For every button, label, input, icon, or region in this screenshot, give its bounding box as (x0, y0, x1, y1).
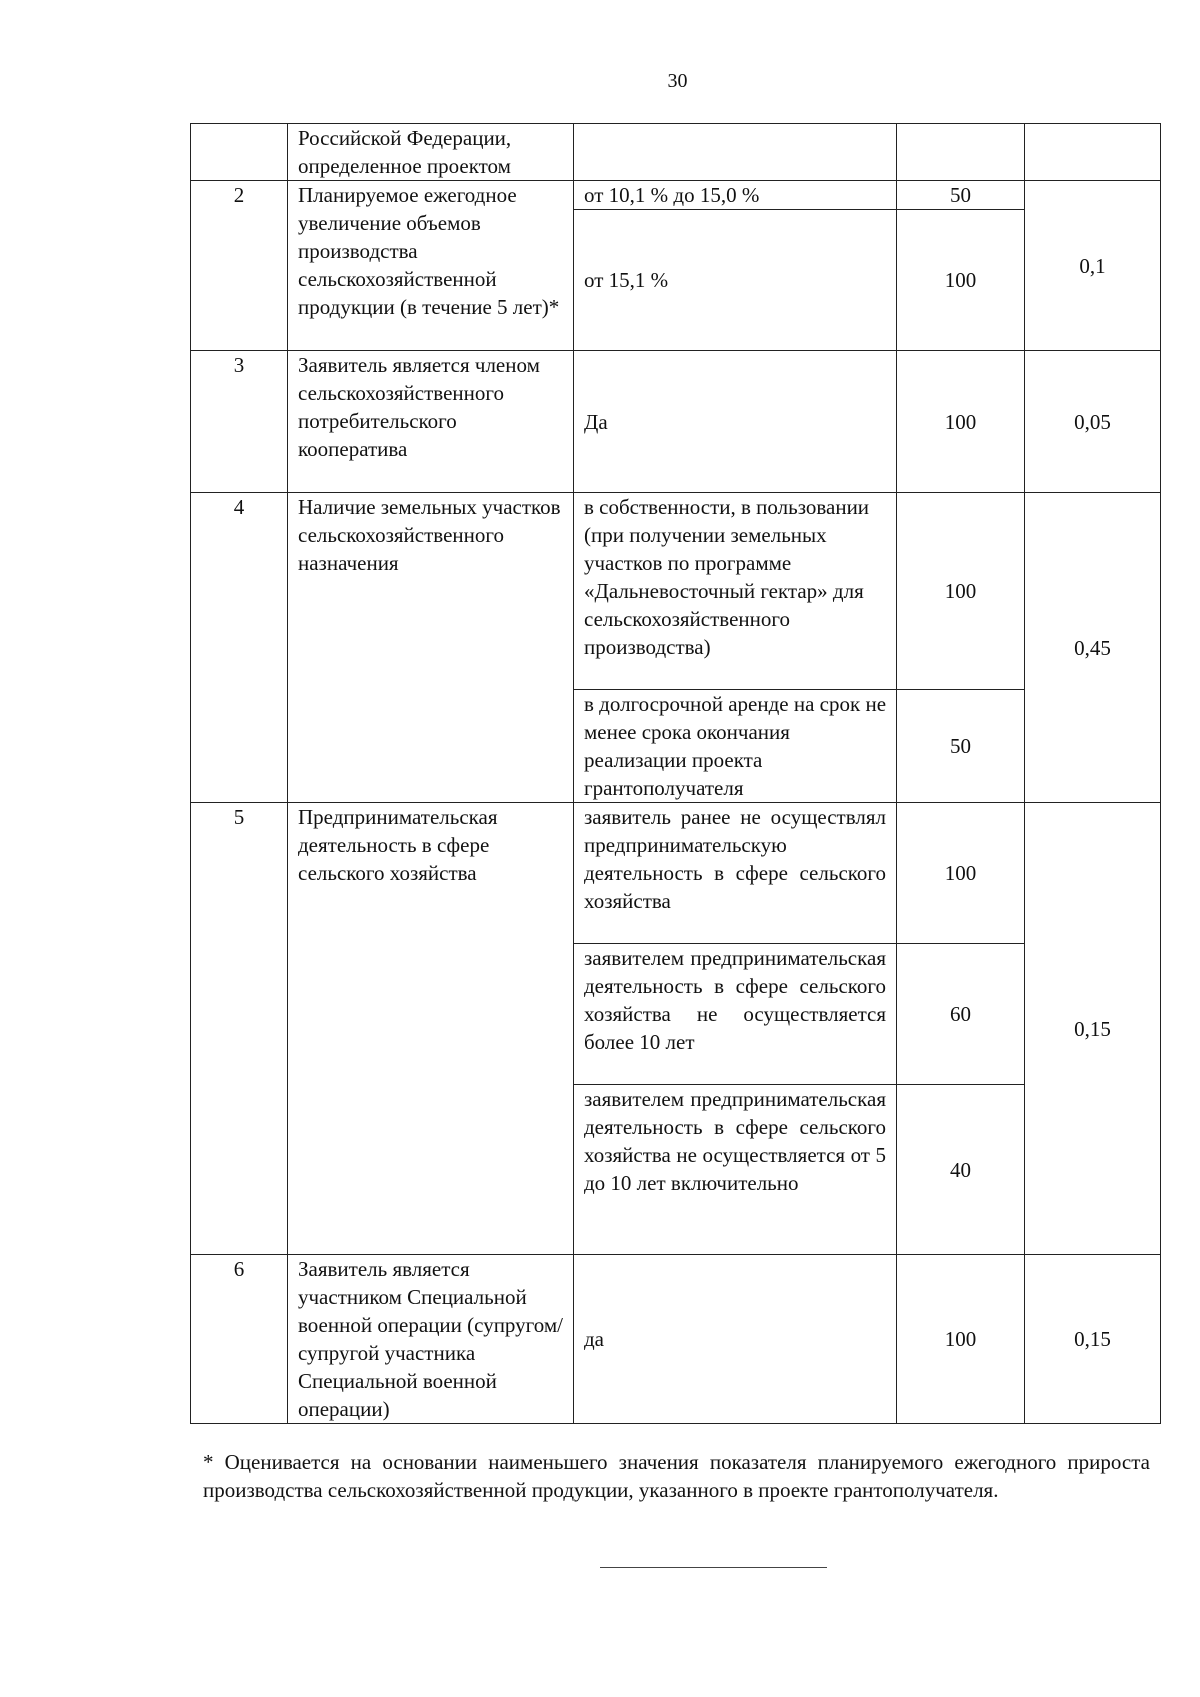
score-cell: 100 (897, 210, 1025, 351)
condition-cell: заявитель ранее не осуществлял предпринимательскую деятельность в сфере сельского хозяйства (574, 803, 897, 944)
condition-cell (574, 124, 897, 181)
criterion-cell: Заявитель является участником Специальной военной операции (супругом/супругой участника Специальной военной операции) (288, 1255, 574, 1424)
weight-cell (1025, 124, 1161, 181)
weight-cell: 0,15 (1025, 1255, 1161, 1424)
weight-cell: 0,15 (1025, 803, 1161, 1255)
row-number: 6 (191, 1255, 288, 1424)
table-row (191, 803, 1161, 944)
weight-cell: 0,05 (1025, 351, 1161, 493)
condition-cell: заявителем предпринимательская деятельность в сфере сельского хозяйства не осуществляется от 5 до 10 лет включительно (574, 1085, 897, 1255)
score-cell: 60 (897, 944, 1025, 1085)
end-divider (600, 1567, 827, 1568)
score-cell: 100 (897, 803, 1025, 944)
row-number: 3 (191, 351, 288, 493)
score-cell: 100 (897, 351, 1025, 493)
condition-cell: от 15,1 % (574, 210, 897, 351)
score-cell: 40 (897, 1085, 1025, 1255)
criterion-cell: Предпринимательская деятельность в сфере сельского хозяйства (288, 803, 574, 1255)
condition-cell: да (574, 1255, 897, 1424)
score-cell: 50 (897, 690, 1025, 803)
weight-cell: 0,45 (1025, 493, 1161, 803)
table-row (191, 181, 1161, 210)
condition-cell: Да (574, 351, 897, 493)
condition-cell: в долгосрочной аренде на срок не менее срока окончания реализации проекта грантополучателя (574, 690, 897, 803)
row-number: 2 (191, 181, 288, 351)
table-row (191, 351, 1161, 493)
row-number: 5 (191, 803, 288, 1255)
condition-cell: заявителем предпринимательская деятельность в сфере сельского хозяйства не осуществляется более 10 лет (574, 944, 897, 1085)
table-row (191, 1255, 1161, 1424)
score-cell: 50 (897, 181, 1025, 210)
table-row (191, 124, 1161, 181)
criterion-cell: Российской Федерации, определенное проектом (288, 124, 574, 181)
criteria-table (190, 123, 1161, 1424)
score-cell: 100 (897, 1255, 1025, 1424)
footnote: * Оценивается на основании наименьшего значения показателя планируемого ежегодного прироста производства сельскохозяйственной продукции, указанного в проекте грантополучателя. (203, 1450, 1150, 1502)
criterion-cell: Планируемое ежегодное увеличение объемов производства сельскохозяйственной продукции (в течение 5 лет)* (288, 181, 574, 351)
weight-cell: 0,1 (1025, 181, 1161, 351)
table-row (191, 493, 1161, 690)
row-number (191, 124, 288, 181)
condition-cell: в собственности, в пользовании (при получении земельных участков по программе «Дальневосточный гектар» для сельскохозяйственного производства) (574, 493, 897, 690)
score-cell: 100 (897, 493, 1025, 690)
condition-cell: от 10,1 % до 15,0 % (574, 181, 897, 210)
row-number: 4 (191, 493, 288, 803)
criterion-cell: Заявитель является членом сельскохозяйственного потребительского кооператива (288, 351, 574, 493)
score-cell (897, 124, 1025, 181)
page-number: 30 (667, 70, 688, 92)
criterion-cell: Наличие земельных участков сельскохозяйственного назначения (288, 493, 574, 803)
